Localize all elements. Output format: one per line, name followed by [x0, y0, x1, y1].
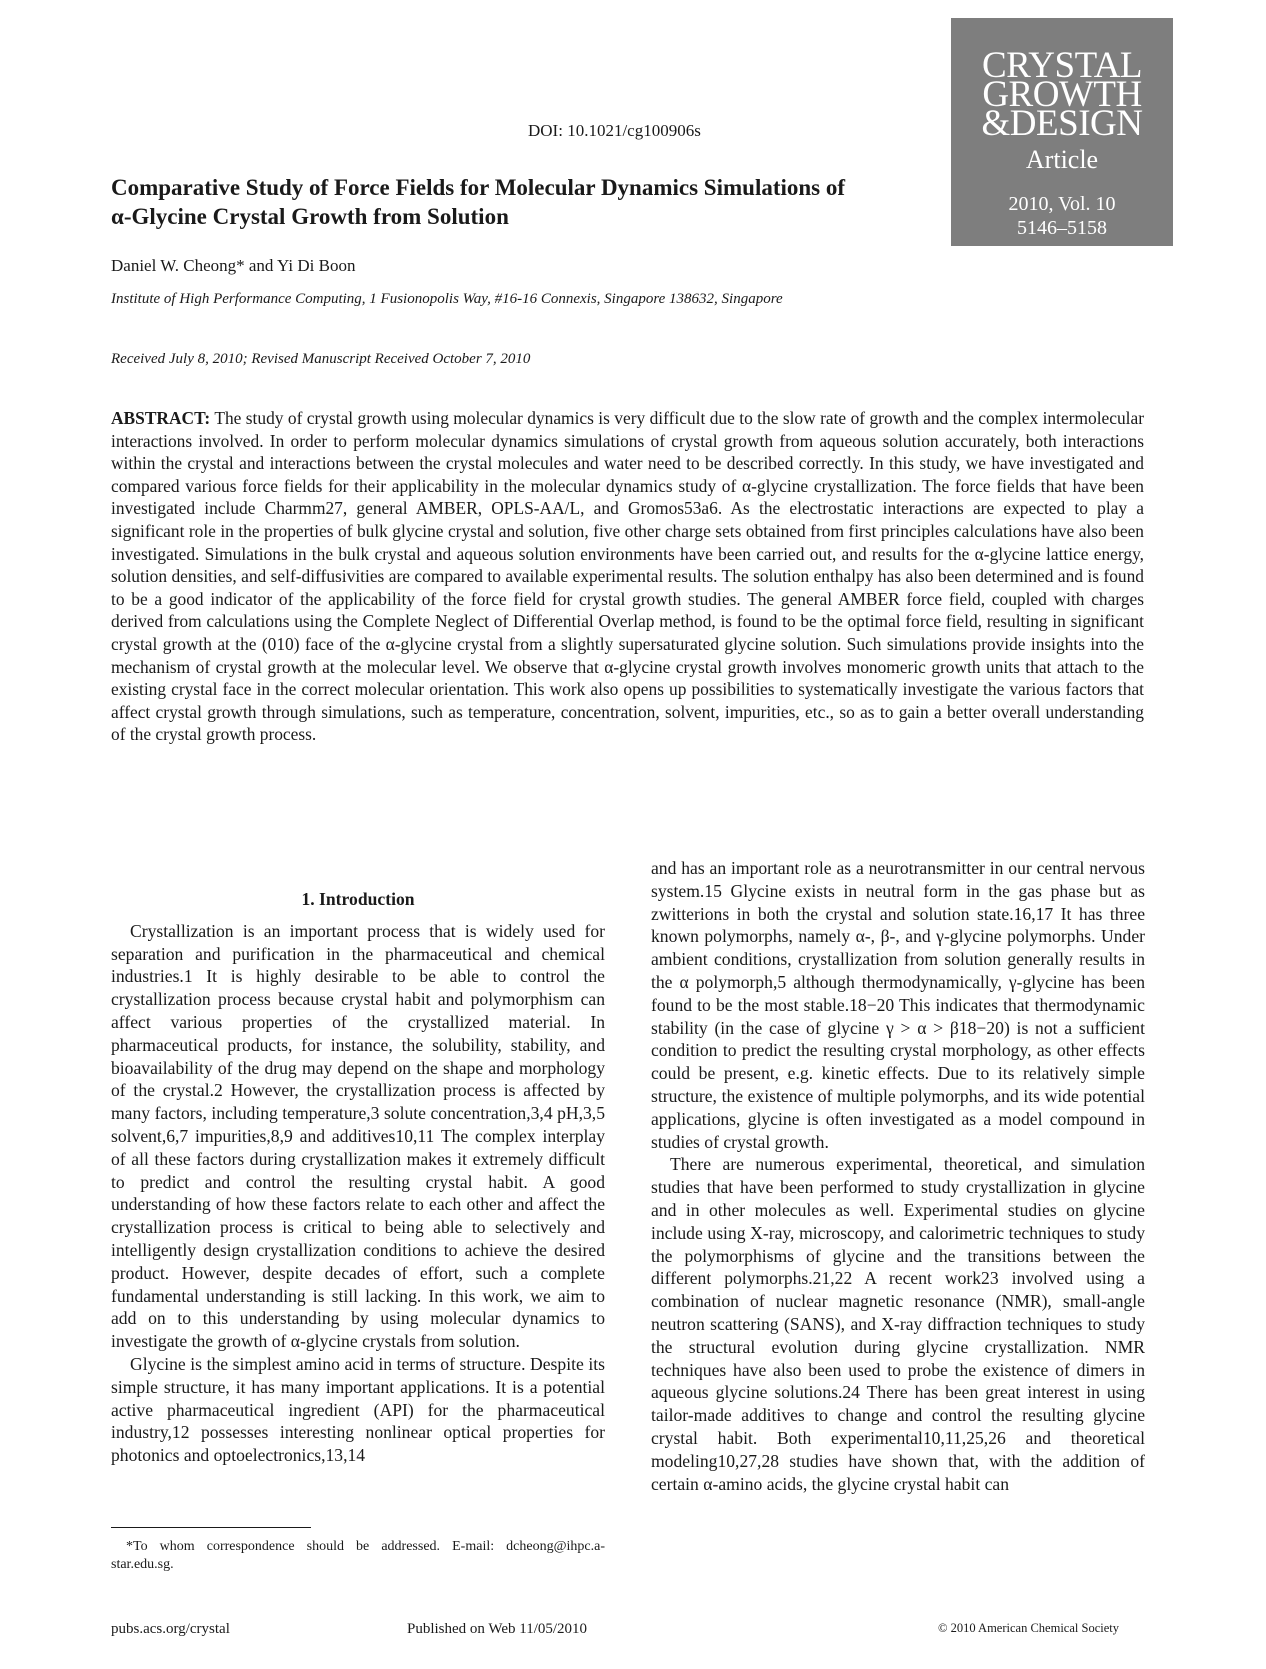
footer-journal-url: pubs.acs.org/crystal [111, 1621, 230, 1637]
correspondence-footnote: *To whom correspondence should be addressed. E-mail: dcheong@ihpc.a-star.edu.sg. [111, 1539, 605, 1572]
left-column [111, 888, 605, 1467]
body-paragraph: and has an important role as a neurotransmitter in our central nervous system.15 Glycine exists in neutral form in the gas phase but as zwitterions in both the crystal and solution state.16,17 It has three known polymorphs, namely α-, β-, and γ-glycine polymorphs. Under ambient conditions, crystallization from solution generally results in the α polymorph,5 although thermodynamically, γ-glycine has been found to be the most stable.18−20 This indicates that thermodynamic stability (in the case of glycine γ > α > β18−20) is not a sufficient condition to predict the resulting crystal morphology, as other effects could be present, e.g. kinetic effects. Due to its relatively simple structure, the existence of multiple polymorphs, and its wide potential applications, glycine is often investigated as a model compound in studies of crystal growth. [651, 858, 1145, 1152]
right-column [651, 857, 1145, 1495]
body-paragraph: There are numerous experimental, theoretical, and simulation studies that have been performed to study crystallization in glycine and in other molecules as well. Experimental studies on glycine include using X-ray, microscopy, and calorimetric techniques to study the polymorphisms of glycine and the transitions between the different polymorphs.21,22 A recent work23 involved using a combination of nuclear magnetic resonance (NMR), small-angle neutron scattering (SANS), and X-ray diffraction techniques to study the structural evolution during glycine crystallization. NMR techniques have also been used to probe the existence of dimers in aqueous glycine solutions.24 There has been great interest in using tailor-made additives to change and control the resulting glycine crystal habit. Both experimental10,11,25,26 and theoretical modeling10,27,28 studies have shown that, with the addition of certain α-amino acids, the glycine crystal habit can [651, 1154, 1145, 1494]
paper-title: Comparative Study of Force Fields for Molecular Dynamics Simulations of α-Glycine Crystal Growth from Solution [111, 175, 846, 229]
abstract-label: ABSTRACT: [111, 408, 211, 428]
journal-name-line-3: &DESIGN [981, 103, 1143, 144]
journal-name-line-1: CRYSTAL [981, 45, 1143, 86]
affiliation: Institute of High Performance Computing, 1 Fusionopolis Way, #16-16 Connexis, Singapore 138632, Singapore [111, 291, 783, 307]
journal-name-line-2: GROWTH [982, 74, 1142, 115]
authors: Daniel W. Cheong* and Yi Di Boon [111, 256, 356, 275]
footer-published-date: Published on Web 11/05/2010 [407, 1621, 588, 1637]
abstract-text: The study of crystal growth using molecular dynamics is very difficult due to the slow rate of growth and the complex intermolecular interactions involved. In order to perform molecular dynamics simulations of crystal growth from aqueous solution accurately, both interactions within the crystal and interactions between the crystal molecules and water need to be described correctly. In this study, we have investigated and compared various force fields for their applicability in the molecular dynamics study of α-glycine crystallization. The force fields that have been investigated include Charmm27, general AMBER, OPLS-AA/L, and Gromos53a6. As the electrostatic interactions are expected to play a significant role in the properties of bulk glycine crystal and solution, five other charge sets obtained from first principles calculations have also been investigated. Simulations in the bulk crystal and aqueous solution environments have been carried out, and results for the α-glycine lattice energy, solution densities, and self-diffusivities are compared to available experimental results. The solution enthalpy has also been determined and is found to be a good indicator of the applicability of the force field for crystal growth studies. The general AMBER force field, coupled with charges derived from calculations using the Complete Neglect of Differential Overlap method, is found to be the optimal force field, resulting in significant crystal growth at the (010) face of the α-glycine crystal from a slightly supersaturated glycine solution. Such simulations provide insights into the mechanism of crystal growth at the molecular level. We observe that α-glycine crystal growth involves monomeric growth units that attach to the existing crystal face in the correct molecular orientation. This work also opens up possibilities to systematically investigate the various factors that affect crystal growth through simulations, such as temperature, concentration, solvent, impurities, etc., so as to gain a better overall understanding of the crystal growth process. [111, 408, 1144, 745]
abstract [111, 407, 1144, 746]
footnote-divider [111, 1527, 311, 1528]
footer-copyright: © 2010 American Chemical Society [938, 1621, 1119, 1635]
journal-badge [951, 18, 1173, 246]
doi: DOI: 10.1021/cg100906s [528, 121, 701, 140]
journal-name [951, 45, 1173, 144]
body-paragraph: Crystallization is an important process that is widely used for separation and purification in the pharmaceutical and chemical industries.1 It is highly desirable to be able to control the crystallization process because crystal habit and polymorphism can affect various properties of the crystallized material. In pharmaceutical products, for instance, the solubility, stability, and bioavailability of the drug may depend on the shape and morphology of the crystal.2 However, the crystallization process is affected by many factors, including temperature,3 solute concentration,3,4 pH,3,5 solvent,6,7 impurities,8,9 and additives10,11 The complex interplay of all these factors during crystallization makes it extremely difficult to predict and control the resulting crystal habit. A good understanding of how these factors relate to each other and affect the crystallization process is critical to being able to selectively and intelligently design crystallization conditions to achieve the desired product. However, despite decades of effort, such a complete fundamental understanding is still lacking. In this work, we aim to add on to this understanding by using molecular dynamics to investigate the growth of α-glycine crystals from solution. [111, 920, 605, 1352]
body-paragraph: Glycine is the simplest amino acid in terms of structure. Despite its simple structure, it has many important applications. It is a potential active pharmaceutical ingredient (API) for the pharmaceutical industry,12 possesses interesting nonlinear optical properties for photonics and optoelectronics,13,14 [111, 1353, 605, 1466]
received-dates: Received July 8, 2010; Revised Manuscript Received October 7, 2010 [111, 351, 531, 367]
page-range: 5146–5158 [1017, 217, 1107, 239]
article-type: Article [1025, 145, 1099, 174]
section-heading: 1. Introduction [301, 889, 415, 909]
year-volume: 2010, Vol. 10 [1008, 193, 1116, 215]
